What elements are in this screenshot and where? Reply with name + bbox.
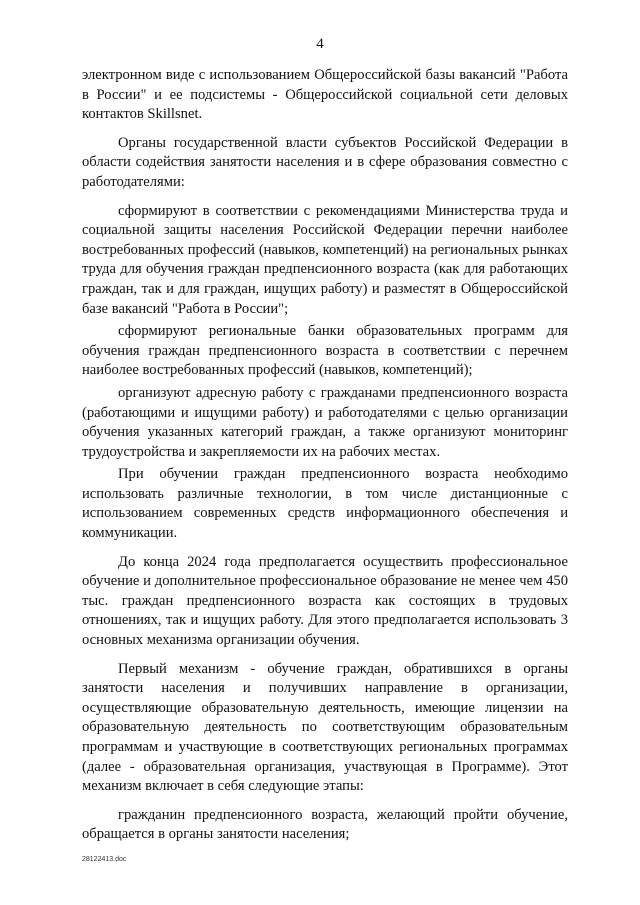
footer-file-code: 28122413.doc [82, 856, 127, 863]
paragraph-1: электронном виде с использованием Общероссийской базы вакансий "Работа в России" и ее подсистемы - Общероссийской социальной сети деловых контактов Skillsnet. [82, 67, 568, 123]
paragraph-6: При обучении граждан предпенсионного возраста необходимо использовать различные технологии, в том числе дистанционные с использованием современных средств информационного обеспечения и коммуникации. [82, 466, 568, 542]
paragraph-4: сформируют региональные банки образовательных программ для обучения граждан предпенсионного возраста в соответствии с перечнем наиболее востребованных профессий (навыков, компетенций); [82, 323, 568, 379]
paragraph-7: До конца 2024 года предполагается осуществить профессиональное обучение и дополнительное профессиональное образование не менее чем 450 тыс. граждан предпенсионного возраста как состоящих в трудовых отношениях, так и ищущих работу. Для этого предполагается использовать 3 основных механизма организации обучения. [82, 553, 568, 649]
paragraph-2: Органы государственной власти субъектов Российской Федерации в области содействия занятости населения и в сфере образования совместно с работодателями: [82, 134, 568, 190]
paragraph-5: организуют адресную работу с гражданами предпенсионного возраста (работающими и ищущими работу) и работодателями с целью организации обучения указанных категорий граждан, а также организуют мониторинг трудоустройства и закрепляемости их на рабочих местах. [82, 384, 568, 460]
paragraph-9: гражданин предпенсионного возраста, желающий пройти обучение, обращается в органы занятости населения; [82, 806, 568, 843]
paragraph-8: Первый механизм - обучение граждан, обратившихся в органы занятости населения и получивших направление в организации, осуществляющие образовательную деятельность, имеющие лицензии на образовательную деятельность по соответствующим образовательным программам и участвующие в соответствующих региональных программах (далее - образовательная организация, участвующая в Программе). Этот механизм включает в себя следующие этапы: [82, 660, 568, 795]
paragraph-3: сформируют в соответствии с рекомендациями Министерства труда и социальной защиты населения Российской Федерации перечни наиболее востребованных профессий (навыков, компетенций) на региональных рынках труда для обучения граждан предпенсионного возраста (как для работающих граждан, так и для граждан, ищущих работу) и разместят в Общероссийской базе вакансий "Работа в России"; [82, 202, 568, 317]
page-number: 4 [316, 36, 324, 52]
document-body [82, 66, 568, 845]
